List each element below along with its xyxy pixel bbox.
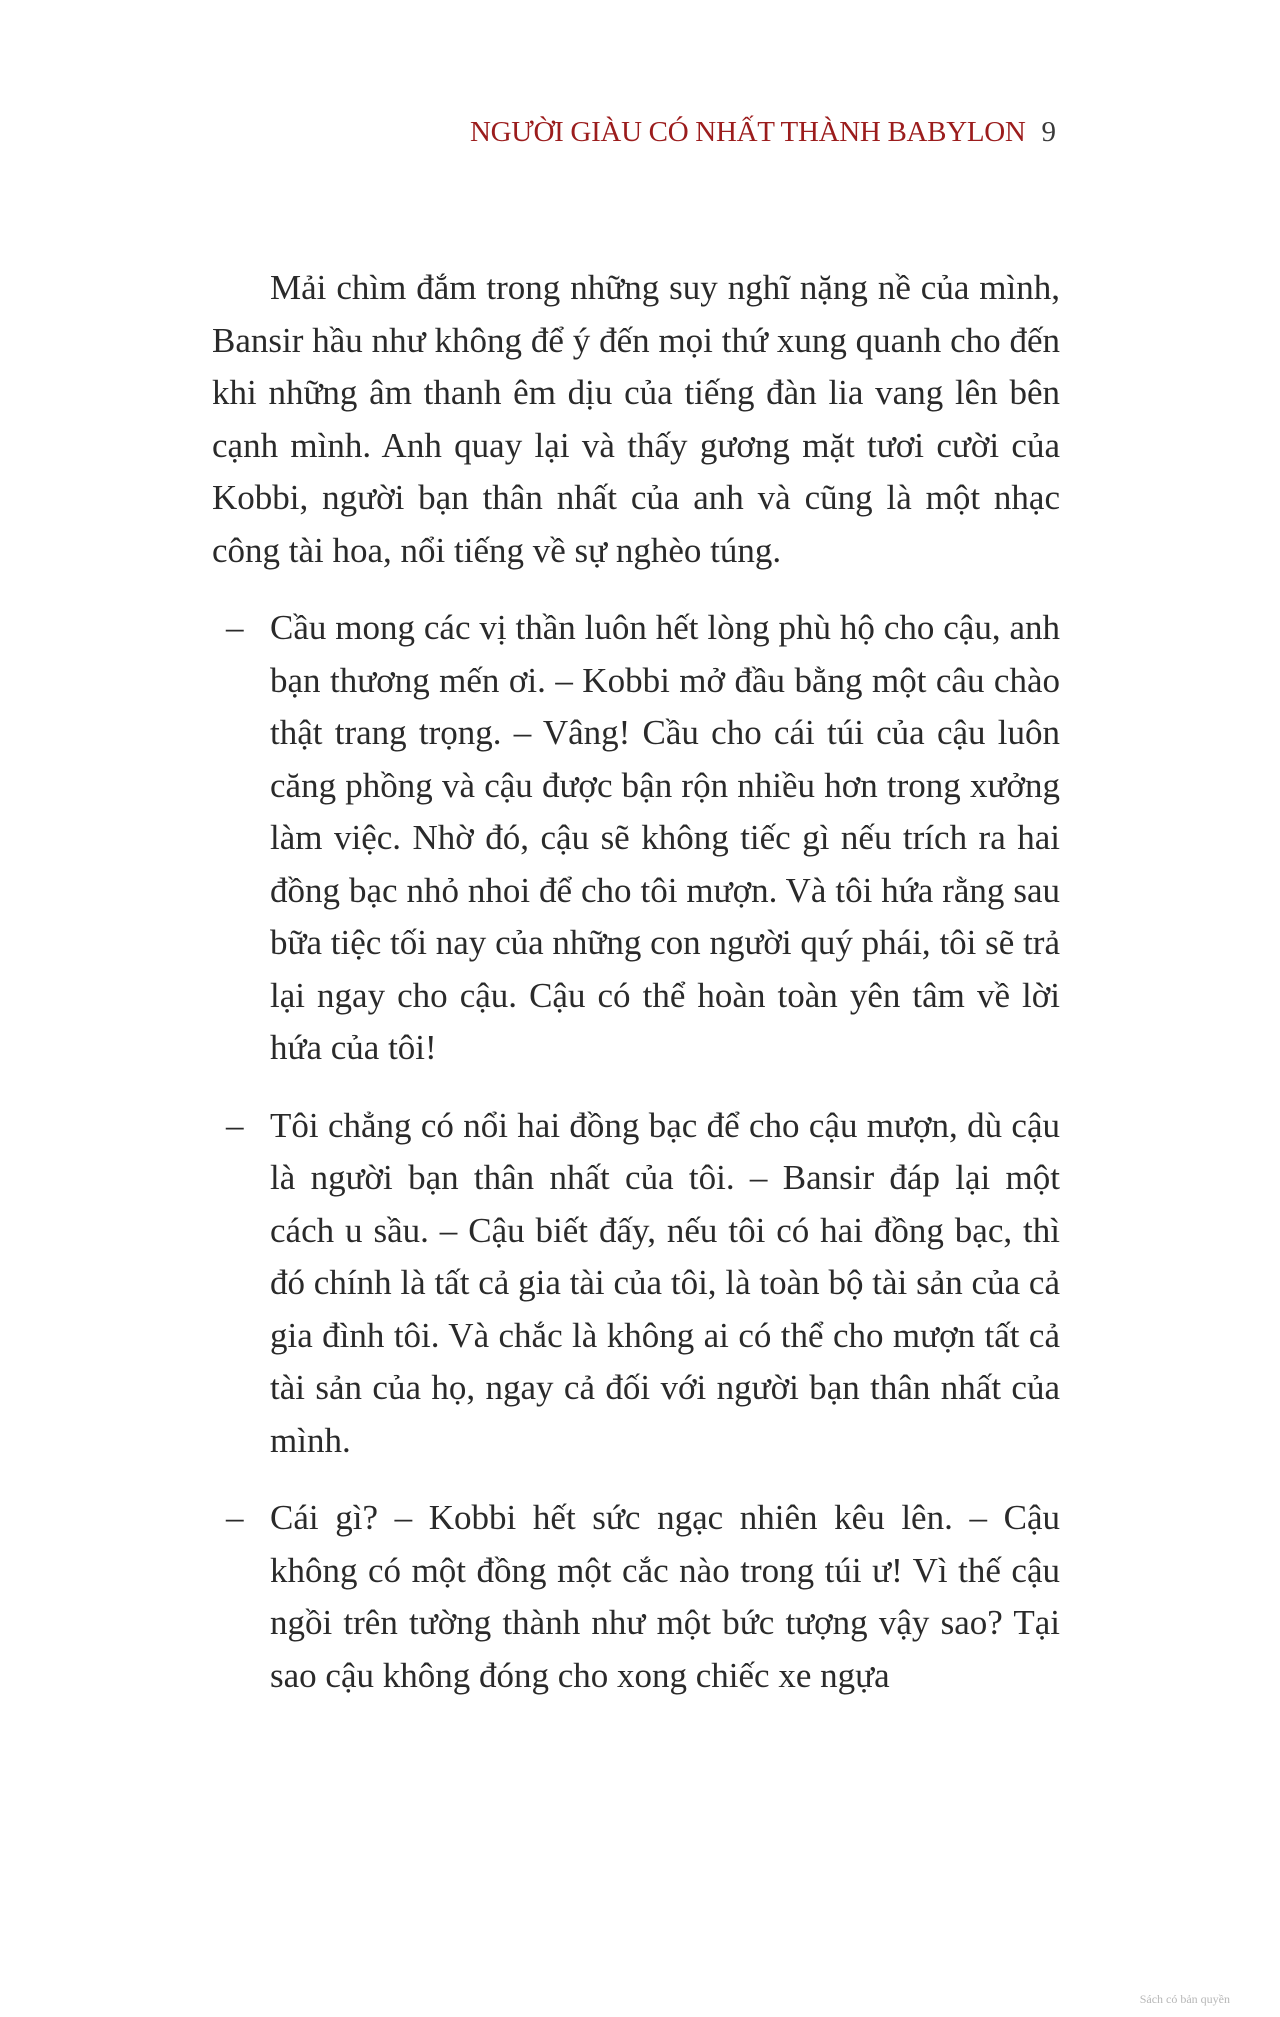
dialog-text: Tôi chẳng có nổi hai đồng bạc để cho cậu mượn, dù cậu là người bạn thân nhất của tôi. – Bansir đáp lại một cách u sầu. – Cậu biết đấy, nếu tôi có hai đồng bạc, thì đó chính là tất cả gia tài của tôi, là toàn bộ tài sản của cả gia đình tôi. Và chắc là không ai có thể cho mượn tất cả tài sản của họ, ngay cả đối với người bạn thân nhất của mình. <box>270 1105 1060 1460</box>
page-number: 9 <box>1041 116 1056 148</box>
dialog-text: Cầu mong các vị thần luôn hết lòng phù hộ cho cậu, anh bạn thương mến ơi. – Kobbi mở đầu bằng một câu chào thật trang trọng. – Vâng! Cầu cho cái túi của cậu luôn căng phồng và cậu được bận rộn nhiều hơn trong xưởng làm việc. Nhờ đó, cậu sẽ không tiếc gì nếu trích ra hai đồng bạc nhỏ nhoi để cho tôi mượn. Và tôi hứa rằng sau bữa tiệc tối nay của những con người quý phái, tôi sẽ trả lại ngay cho cậu. Cậu có thể hoàn toàn yên tâm về lời hứa của tôi! <box>270 608 1060 1067</box>
page-body <box>212 262 1060 1727</box>
dialog-dash: – <box>226 1498 244 1537</box>
dialog-line-1 <box>212 602 1060 1075</box>
dialog-text: Cái gì? – Kobbi hết sức ngạc nhiên kêu lên. – Cậu không có một đồng một cắc nào trong túi ư! Vì thế cậu ngồi trên tường thành như một bức tượng vậy sao? Tại sao cậu không đóng cho xong chiếc xe ngựa <box>270 1498 1060 1695</box>
dialog-line-2 <box>212 1100 1060 1468</box>
narrative-paragraph: Mải chìm đắm trong những suy nghĩ nặng nề của mình, Bansir hầu như không để ý đến mọi thứ xung quanh cho đến khi những âm thanh êm dịu của tiếng đàn lia vang lên bên cạnh mình. Anh quay lại và thấy gương mặt tươi cười của Kobbi, người bạn thân nhất của anh và cũng là một nhạc công tài hoa, nổi tiếng về sự nghèo túng. <box>212 268 1060 570</box>
dialog-line-3 <box>212 1492 1060 1702</box>
dialog-dash: – <box>226 1105 244 1145</box>
copyright-note: Sách có bản quyền <box>1139 1992 1230 2006</box>
book-title: NGƯỜI GIÀU CÓ NHẤT THÀNH BABYLON <box>470 116 1026 148</box>
running-header <box>470 116 1060 156</box>
dialog-dash: – <box>226 608 244 647</box>
